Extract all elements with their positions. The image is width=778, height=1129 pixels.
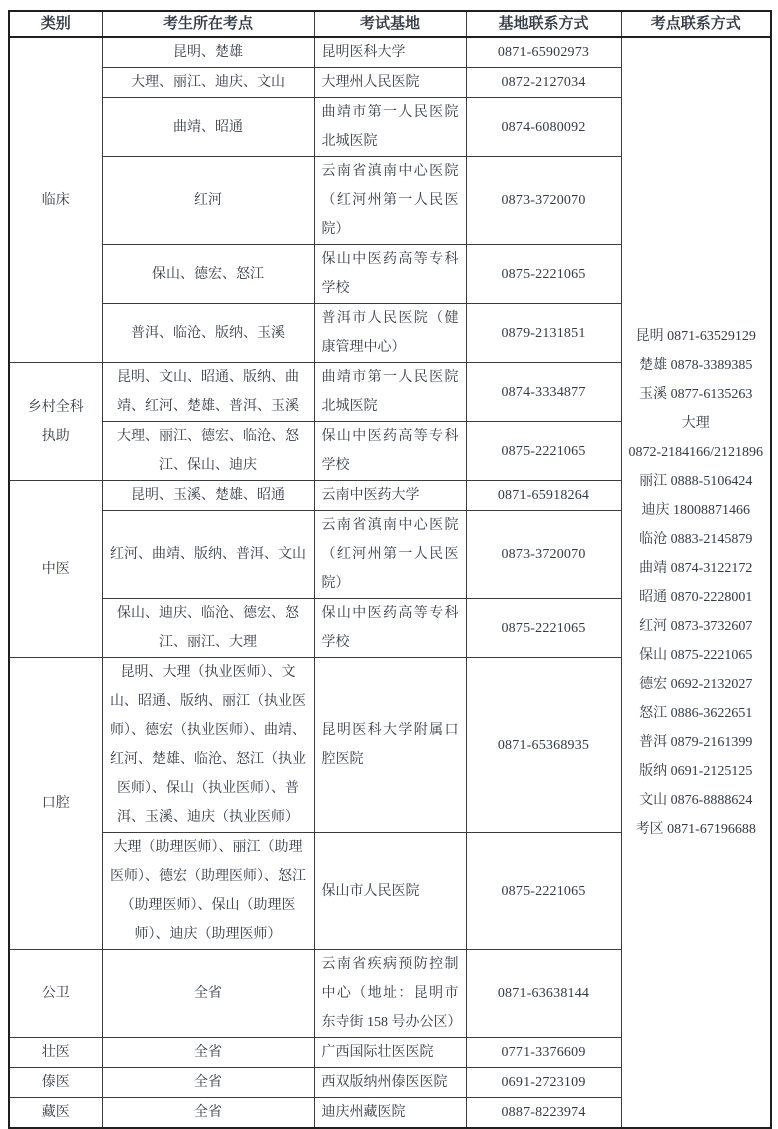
base-cell: 昆明医科大学附属口腔医院 [314, 658, 466, 833]
base-phone-cell: 0691-2723109 [466, 1068, 621, 1098]
base-phone-cell: 0887-8223974 [466, 1098, 621, 1129]
text-line: 乡村全科 [27, 399, 84, 415]
base-phone-cell: 0874-3334877 [466, 363, 621, 422]
base-cell: 保山中医药高等专科学校 [314, 422, 466, 481]
text-line: 曲靖 0874-3122172 [639, 560, 753, 576]
sites-cell: 昆明、大理（执业医师）、文山、昭通、版纳、丽江（执业医师）、德宏（执业医师）、曲靖、红河、楚雄、临沧、怒江（执业医师）、保山（执业医师）、普洱、玉溪、迪庆（执业医师） [102, 658, 314, 833]
base-phone-cell: 0873-3720070 [466, 157, 621, 245]
text-line: 公卫 [41, 986, 70, 1001]
base-cell: 云南中医药大学 [314, 481, 466, 511]
text-line: 执助 [41, 428, 70, 444]
text-line: 中医 [41, 561, 70, 577]
text-line: 大理 [681, 415, 710, 431]
base-cell: 云南省滇南中心医院（红河州第一人民医院） [314, 511, 466, 599]
header-category: 类别 [9, 11, 102, 37]
category-cell-zhongyi [9, 481, 102, 658]
base-phone-cell: 0875-2221065 [466, 599, 621, 658]
text-line: 迪庆 18008871466 [641, 502, 750, 518]
text-line: 德宏 0692-2132027 [639, 676, 753, 692]
table-row [9, 37, 771, 68]
text-line: 怒江 0886-3622651 [639, 705, 753, 721]
site-contacts-cell [621, 37, 771, 1128]
base-phone-cell: 0872-2127034 [466, 68, 621, 98]
text-line: 傣医 [41, 1075, 70, 1090]
sites-cell: 红河、曲靖、版纳、普洱、文山 [102, 511, 314, 599]
base-phone-cell: 0873-3720070 [466, 511, 621, 599]
header-base-phone: 基地联系方式 [466, 11, 621, 37]
category-cell-zhuangyi [9, 1038, 102, 1068]
base-phone-cell: 0875-2221065 [466, 422, 621, 481]
base-phone-cell: 0871-63638144 [466, 950, 621, 1038]
base-cell: 云南省滇南中心医院（红河州第一人民医院） [314, 157, 466, 245]
text-line: 藏医 [41, 1105, 70, 1120]
text-line: 壮医 [41, 1045, 70, 1060]
header-site-phone: 考点联系方式 [621, 11, 771, 37]
text-line: 丽江 0888-5106424 [639, 473, 753, 489]
text-line: 普洱 0879-2161399 [639, 734, 753, 750]
base-cell: 曲靖市第一人民医院北城医院 [314, 98, 466, 157]
text-line: 0872-2184166/2121896 [628, 444, 764, 460]
table-header-row [9, 11, 771, 37]
base-phone-cell: 0771-3376609 [466, 1038, 621, 1068]
text-line: 保山 0875-2221065 [639, 647, 753, 663]
base-cell: 保山中医药高等专科学校 [314, 599, 466, 658]
base-cell: 保山市人民医院 [314, 833, 466, 950]
base-cell: 普洱市人民医院（健康管理中心） [314, 304, 466, 363]
text-line: 昆明 0871-63529129 [635, 328, 756, 344]
base-phone-cell: 0871-65368935 [466, 658, 621, 833]
category-cell-linchuang [9, 37, 102, 363]
base-cell: 曲靖市第一人民医院北城医院 [314, 363, 466, 422]
exam-base-contact-table [8, 10, 772, 1129]
sites-cell: 全省 [102, 1098, 314, 1129]
category-cell-zangyi [9, 1098, 102, 1129]
base-cell: 广西国际壮医医院 [314, 1038, 466, 1068]
sites-cell: 昆明、玉溪、楚雄、昭通 [102, 481, 314, 511]
sites-cell: 全省 [102, 1068, 314, 1098]
text-line: 版纳 0691-2125125 [639, 763, 753, 779]
text-line: 口腔 [41, 796, 70, 811]
category-cell-daiyi [9, 1068, 102, 1098]
sites-cell: 昆明、楚雄 [102, 37, 314, 68]
text-line: 文山 0876-8888624 [639, 792, 753, 808]
sites-cell: 大理（助理医师）、丽江（助理医师）、德宏（助理医师）、怒江（助理医师）、保山（助理医师）、迪庆（助理医师） [102, 833, 314, 950]
sites-cell: 大理、丽江、迪庆、文山 [102, 68, 314, 98]
category-cell-kouqiang [9, 658, 102, 950]
text-line: 考区 0871-67196688 [635, 821, 756, 837]
base-phone-cell: 0875-2221065 [466, 245, 621, 304]
base-phone-cell: 0875-2221065 [466, 833, 621, 950]
category-cell-xiangcun [9, 363, 102, 481]
base-cell: 西双版纳州傣医医院 [314, 1068, 466, 1098]
base-cell: 迪庆州藏医院 [314, 1098, 466, 1129]
base-cell: 保山中医药高等专科学校 [314, 245, 466, 304]
base-phone-cell: 0871-65902973 [466, 37, 621, 68]
sites-cell: 全省 [102, 1038, 314, 1068]
category-cell-gongwei [9, 950, 102, 1038]
base-phone-cell: 0879-2131851 [466, 304, 621, 363]
text-line: 玉溪 0877-6135263 [639, 386, 753, 402]
sites-cell: 红河 [102, 157, 314, 245]
base-cell: 大理州人民医院 [314, 68, 466, 98]
text-line: 临床 [41, 192, 70, 208]
text-line: 临沧 0883-2145879 [639, 531, 753, 547]
base-cell: 云南省疾病预防控制中心（地址：昆明市东寺街 158 号办公区） [314, 950, 466, 1038]
sites-cell: 曲靖、昭通 [102, 98, 314, 157]
sites-cell: 普洱、临沧、版纳、玉溪 [102, 304, 314, 363]
sites-cell: 保山、迪庆、临沧、德宏、怒江、丽江、大理 [102, 599, 314, 658]
sites-cell: 全省 [102, 950, 314, 1038]
sites-cell: 保山、德宏、怒江 [102, 245, 314, 304]
base-cell: 昆明医科大学 [314, 37, 466, 68]
base-phone-cell: 0874-6080092 [466, 98, 621, 157]
header-sites: 考生所在考点 [102, 11, 314, 37]
text-line: 红河 0873-3732607 [639, 618, 753, 634]
sites-cell: 大理、丽江、德宏、临沧、怒江、保山、迪庆 [102, 422, 314, 481]
sites-cell: 昆明、文山、昭通、版纳、曲靖、红河、楚雄、普洱、玉溪 [102, 363, 314, 422]
text-line: 楚雄 0878-3389385 [639, 357, 753, 373]
header-base: 考试基地 [314, 11, 466, 37]
text-line: 昭通 0870-2228001 [639, 589, 753, 605]
base-phone-cell: 0871-65918264 [466, 481, 621, 511]
